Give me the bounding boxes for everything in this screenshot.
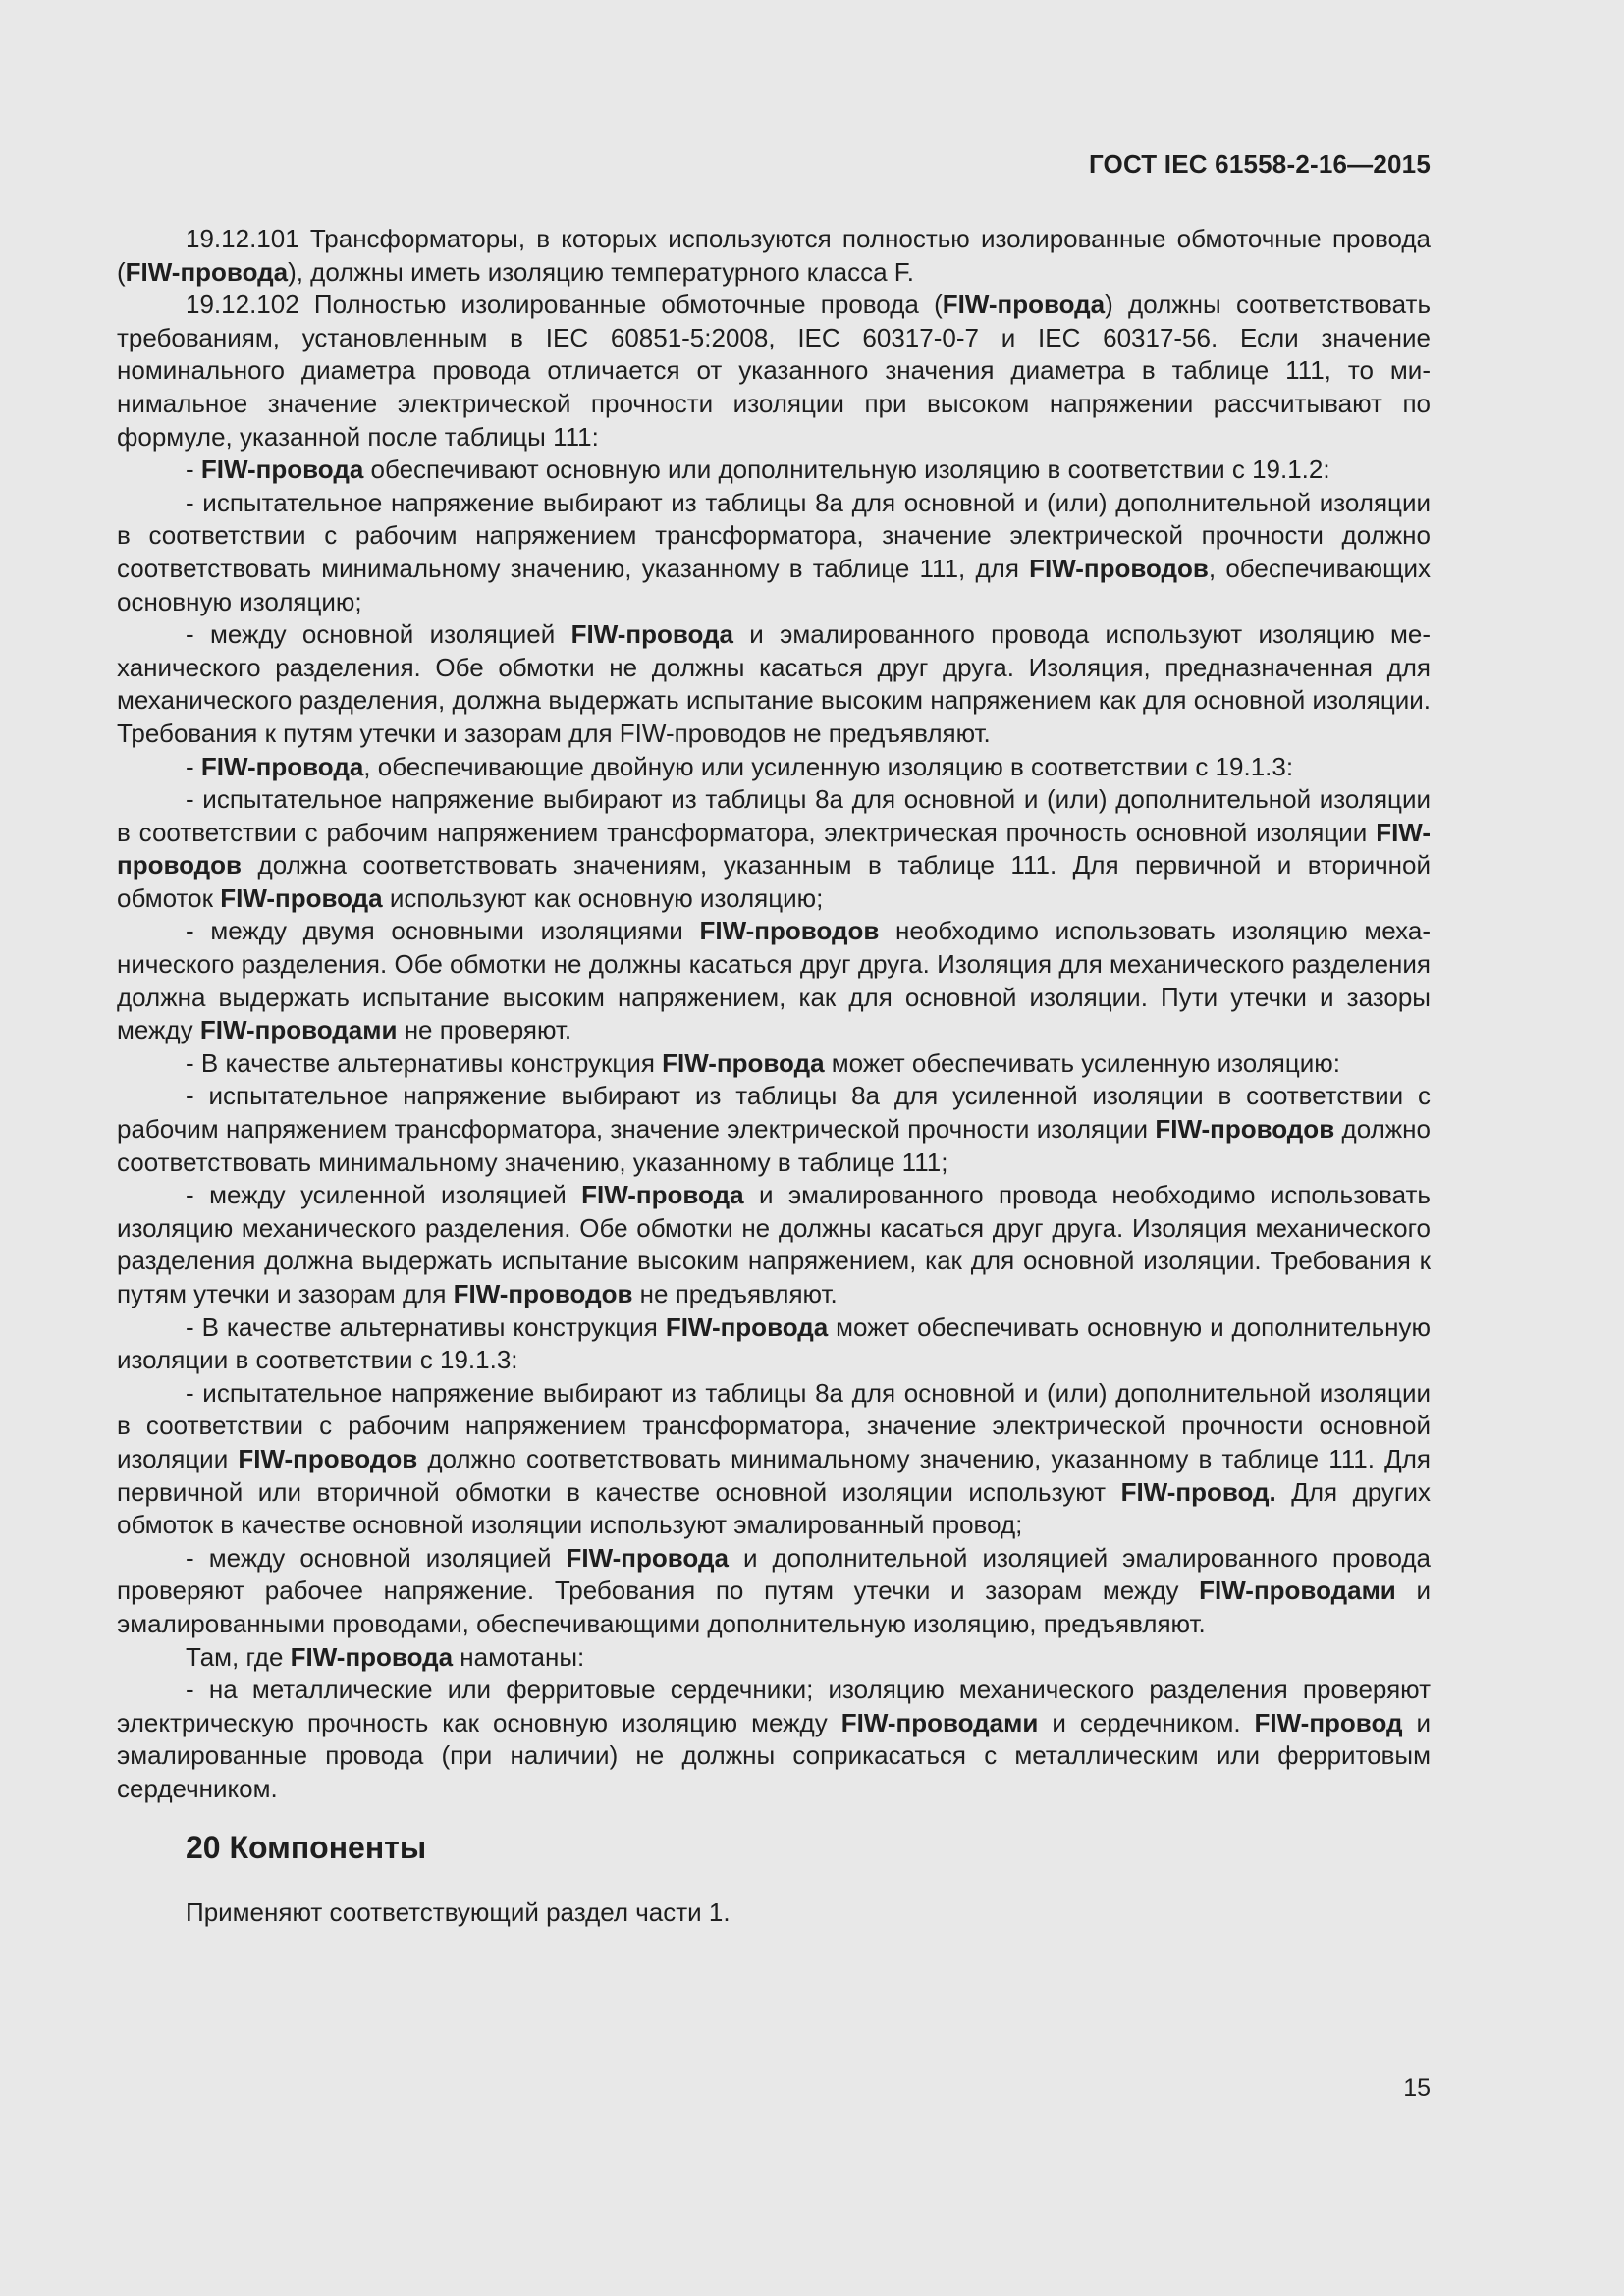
text-run: 19.12.101 Трансформаторы, в которых используются полностью изолированные обмоточные провода ( [117,224,1431,287]
text-run: не проверяют. [397,1015,572,1045]
bold-term: FIW-проводов [1155,1114,1335,1145]
text-run: - между двумя основными изоляциями [186,916,700,946]
body-paragraph [117,289,1431,454]
text-run: ), должны иметь изоляцию температурного класса F. [288,256,915,287]
text-run: - испытательное напряжение выбирают из таблицы 8а для усиленной изоляции в соответствии с рабочим напряжением трансформатора, значение электрической прочности изоляции [117,1081,1431,1145]
text-run: должно соответствовать минимальному значению, указанному в таблице 111. Для первичной или вторичной обмотки в качестве основной изоляции используют [117,1443,1431,1507]
text-run: 19.12.102 Полностью изолированные обмоточные провода ( [186,290,943,320]
text-run: и эмалированного провода используют изоляцию механического разделения. Обе обмотки не должны касаться друг друга. Изоляция, предназначенная для механического разделения, должна выдержать испытание высоким напряжением как для основной изоляции. Требования к путям утечки и зазорам для FIW-проводов не предъявляют. [117,619,1431,748]
bold-term: FIW-проводами [199,1015,398,1045]
text-run: и эмалированного провода необходимо использовать изоляцию механического разделения. Обе обмотки не должны касаться друг друга. Изоляция механического разделения должна выдержать испытание высоким напряжением, как для основной изоляции. Требования к путям утечки и зазорам для [117,1180,1431,1308]
bold-term: FIW-проводов [1029,553,1209,583]
text-run: намотаны: [453,1641,585,1672]
text-run: - [186,454,201,485]
text-run: - [186,751,201,781]
list-item-paragraph [117,1542,1431,1641]
text-run: - В качестве альтернативы конструкция [186,1047,663,1078]
section-heading: 20 Компоненты [186,1830,427,1865]
text-run: и сердечником. [1038,1707,1255,1737]
section-paragraph: Применяют соответствующий раздел части 1. [186,1897,731,1927]
bold-term: FIW-провод [1254,1707,1403,1737]
list-item-paragraph [117,1377,1431,1542]
text-run: - на металлические или ферритовые сердечники; изоляцию механического разделения проверяют электрическую прочность как основную изоляцию между [117,1675,1431,1737]
document-header: ГОСТ IEC 61558-2-16—2015 [1088,149,1431,179]
text-run: должна соответствовать значениям, указанным в таблице 111. Для первичной и вторичной обмоток [117,850,1431,913]
list-item-paragraph [117,1674,1431,1805]
text-run: - испытательное напряжение выбирают из таблицы 8а для основной и (или) дополнительной изоляции в соответствии с рабочим напряжением трансформатора, значение электрической прочности должно соответствовать минимальному значению, указанному в таблице 111, для [117,487,1431,583]
bold-term: FIW-проводов [117,817,1431,881]
list-item-paragraph [117,751,1431,784]
text-run: может обеспечивать основную и дополнительную изоляции в соответствии с 19.1.3: [117,1311,1431,1375]
text-run: - испытательное напряжение выбирают из таблицы 8а для основной и (или) дополнительной изоляции в соответствии с рабочим напряжением трансформатора, электрическая прочность основной изоляции [117,784,1431,847]
text-run: используют как основную изоляцию; [382,882,824,913]
text-run: - испытательное напряжение выбирают из таблицы 8а для основной и (или) дополнительной изоляции в соответствии с рабочим напряжением трансформатора, значение электрической прочности основной изоляции [117,1377,1431,1473]
bold-term: FIW-проводов [238,1443,418,1473]
bold-term: FIW-провод. [1120,1476,1276,1507]
text-run: и эмалированными проводами, обеспечивающими дополнительную изоляцию, предъявляют. [117,1575,1431,1638]
text-run: - между усиленной изоляцией [186,1180,582,1210]
bold-term: FIW-провода [662,1047,825,1078]
bold-term: FIW-провода [125,256,289,287]
bold-term: FIW-провода [566,1542,729,1573]
bold-term: FIW-проводов [699,916,880,946]
list-item-paragraph [117,915,1431,1046]
bold-term: FIW-провода [290,1641,454,1672]
text-run: и эмалированные провода (при наличии) не должны соприкасаться с металлическим или ферритовым сердечником. [117,1707,1431,1803]
body-paragraph [117,1641,1431,1675]
text-run: необходимо использовать изоляцию механического разделения. Обе обмотки не должны касаться друг друга. Изоляция для механического разделения должна выдержать испытание высоким напряжением, как для основной изоляции. Пути утечки и зазоры между [117,916,1431,1045]
text-run: может обеспечивать усиленную изоляцию: [824,1047,1341,1078]
text-run: должно соответствовать минимальному значению, указанному в таблице 111; [117,1114,1431,1177]
bold-term: FIW-провода [665,1311,829,1342]
text-run: , обеспечивающих основную изоляцию; [117,553,1432,616]
document-body [117,223,1431,1806]
bold-term: FIW-проводами [1199,1575,1396,1606]
text-run: - между основной изоляцией [186,1542,567,1573]
list-item-paragraph [117,487,1431,618]
bold-term: FIW-провода [942,290,1106,320]
text-run: Для других обмоток в качестве основной изоляции используют эмалированный провод; [117,1476,1432,1540]
text-run: не предъявляют. [632,1279,838,1308]
bold-term: FIW-провода [200,751,364,781]
page-number: 15 [1403,2074,1431,2102]
text-run: обеспечивают основную или дополнительную изоляцию в соответствии с 19.1.2: [363,454,1330,485]
list-item-paragraph [117,783,1431,915]
list-item-paragraph [117,1179,1431,1310]
list-item-paragraph [117,1311,1431,1377]
text-run: , обеспечивающие двойную или усиленную изоляцию в соответствии с 19.1.3: [363,751,1294,781]
list-item-paragraph [117,1080,1431,1179]
text-run: Там, где [186,1641,291,1672]
bold-term: FIW-провода [570,619,733,650]
list-item-paragraph [117,454,1431,487]
text-run: ) должны соответствовать требованиям, установленным в IEC 60851-5:2008, IEC 60317-0-7 и IEC 60317-56. Если значение номинального диаметра провода отличается от указанного значения диаметра в таблице 111, то минимальное значение электрической прочности изоляции при высоком напряжении рассчитывают по формуле, указанной после таблицы 111: [117,290,1431,452]
bold-term: FIW-проводами [840,1707,1039,1737]
text-run: - между основной изоляцией [186,619,571,650]
bold-term: FIW-провода [200,454,364,485]
bold-term: FIW-провода [220,882,383,913]
text-run: - В качестве альтернативы конструкция [186,1311,666,1342]
bold-term: FIW-провода [581,1180,744,1210]
body-paragraph [117,223,1431,289]
list-item-paragraph [117,618,1431,750]
text-run: и дополнительной изоляцией эмалированного провода проверяют рабочее напряжение. Требования по путям утечки и зазорам между [117,1542,1431,1606]
list-item-paragraph [117,1047,1431,1081]
bold-term: FIW-проводов [453,1279,633,1308]
